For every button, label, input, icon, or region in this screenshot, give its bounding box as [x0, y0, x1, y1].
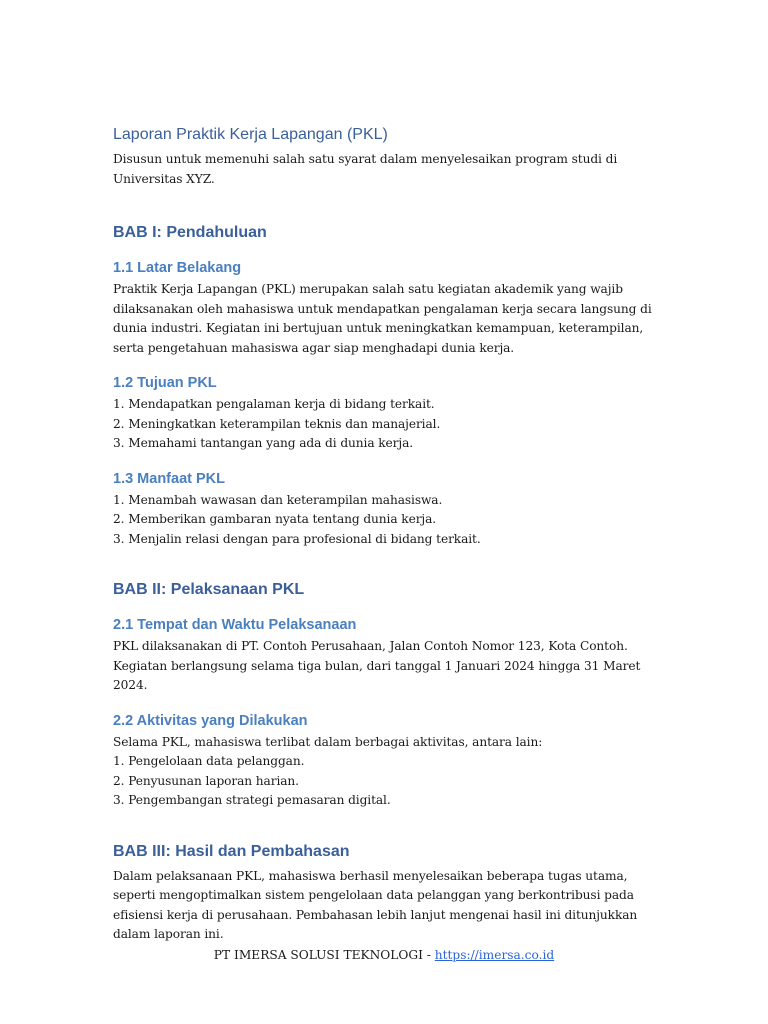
list-item: 2. Meningkatkan keterampilan teknis dan manajerial. — [113, 416, 441, 431]
section-2-2-intro: Selama PKL, mahasiswa terlibat dalam berbagai aktivitas, antara lain: — [113, 734, 543, 749]
page-footer — [0, 946, 768, 964]
document-subtitle: Disusun untuk memenuhi salah satu syarat dalam menyelesaikan program studi di Universitas XYZ. — [113, 152, 618, 186]
list-item: 3. Memahami tantangan yang ada di dunia kerja. — [113, 436, 414, 450]
bab3-heading: BAB III: Hasil dan Pembahasan — [113, 842, 350, 860]
section-2-2-heading: 2.2 Aktivitas yang Dilakukan — [113, 712, 308, 729]
section-1-2-heading: 1.2 Tujuan PKL — [113, 375, 217, 391]
bab1-heading: BAB I: Pendahuluan — [113, 224, 267, 241]
bab3-text: Dalam pelaksanaan PKL, mahasiswa berhasil menyelesaikan beberapa tugas utama, seperti mengoptimalkan sistem pengelolaan data pelanggan yang berkontribusi pada efisiensi kerja di perusahaan. Pembahasan lebih lanjut mengenai hasil ini ditunjukkan dalam laporan ini. — [113, 868, 638, 941]
manfaat-list — [113, 491, 673, 550]
section-1-1-text: Praktik Kerja Lapangan (PKL) merupakan salah satu kegiatan akademik yang wajib dilaksanakan oleh mahasiswa untuk mendapatkan pengalaman kerja secara langsung di dunia industri. Kegiatan ini bertujuan untuk meningkatkan kemampuan, keterampilan, serta pengetahuan mahasiswa agar siap menghadapi dunia kerja. — [113, 282, 652, 355]
document-title: Laporan Praktik Kerja Lapangan (PKL) — [113, 126, 388, 143]
list-item: 1. Pengelolaan data pelanggan. — [113, 754, 305, 768]
list-item: 3. Pengembangan strategi pemasaran digital. — [113, 793, 391, 807]
aktivitas-list — [113, 752, 673, 811]
list-item: 3. Menjalin relasi dengan para profesional di bidang terkait. — [113, 531, 481, 546]
section-2-1-text: PKL dilaksanakan di PT. Contoh Perusahaan, Jalan Contoh Nomor 123, Kota Contoh. Kegiatan berlangsung selama tiga bulan, dari tanggal 1 Januari 2024 hingga 31 Maret 2024. — [113, 639, 641, 692]
tujuan-list — [113, 395, 673, 454]
section-1-1-heading: 1.1 Latar Belakang — [113, 260, 242, 276]
footer-company: PT IMERSA SOLUSI TEKNOLOGI - — [213, 948, 435, 962]
document-body — [113, 124, 673, 945]
bab2-heading: BAB II: Pelaksanaan PKL — [113, 581, 305, 598]
section-2-1-heading: 2.1 Tempat dan Waktu Pelaksanaan — [113, 617, 357, 633]
list-item: 1. Mendapatkan pengalaman kerja di bidang terkait. — [113, 397, 435, 411]
footer-link[interactable]: https://imersa.co.id — [434, 948, 555, 962]
list-item: 1. Menambah wawasan dan keterampilan mahasiswa. — [113, 492, 443, 507]
list-item: 2. Penyusunan laporan harian. — [113, 773, 299, 788]
list-item: 2. Memberikan gambaran nyata tentang dunia kerja. — [113, 512, 437, 526]
section-1-3-heading: 1.3 Manfaat PKL — [113, 470, 225, 487]
